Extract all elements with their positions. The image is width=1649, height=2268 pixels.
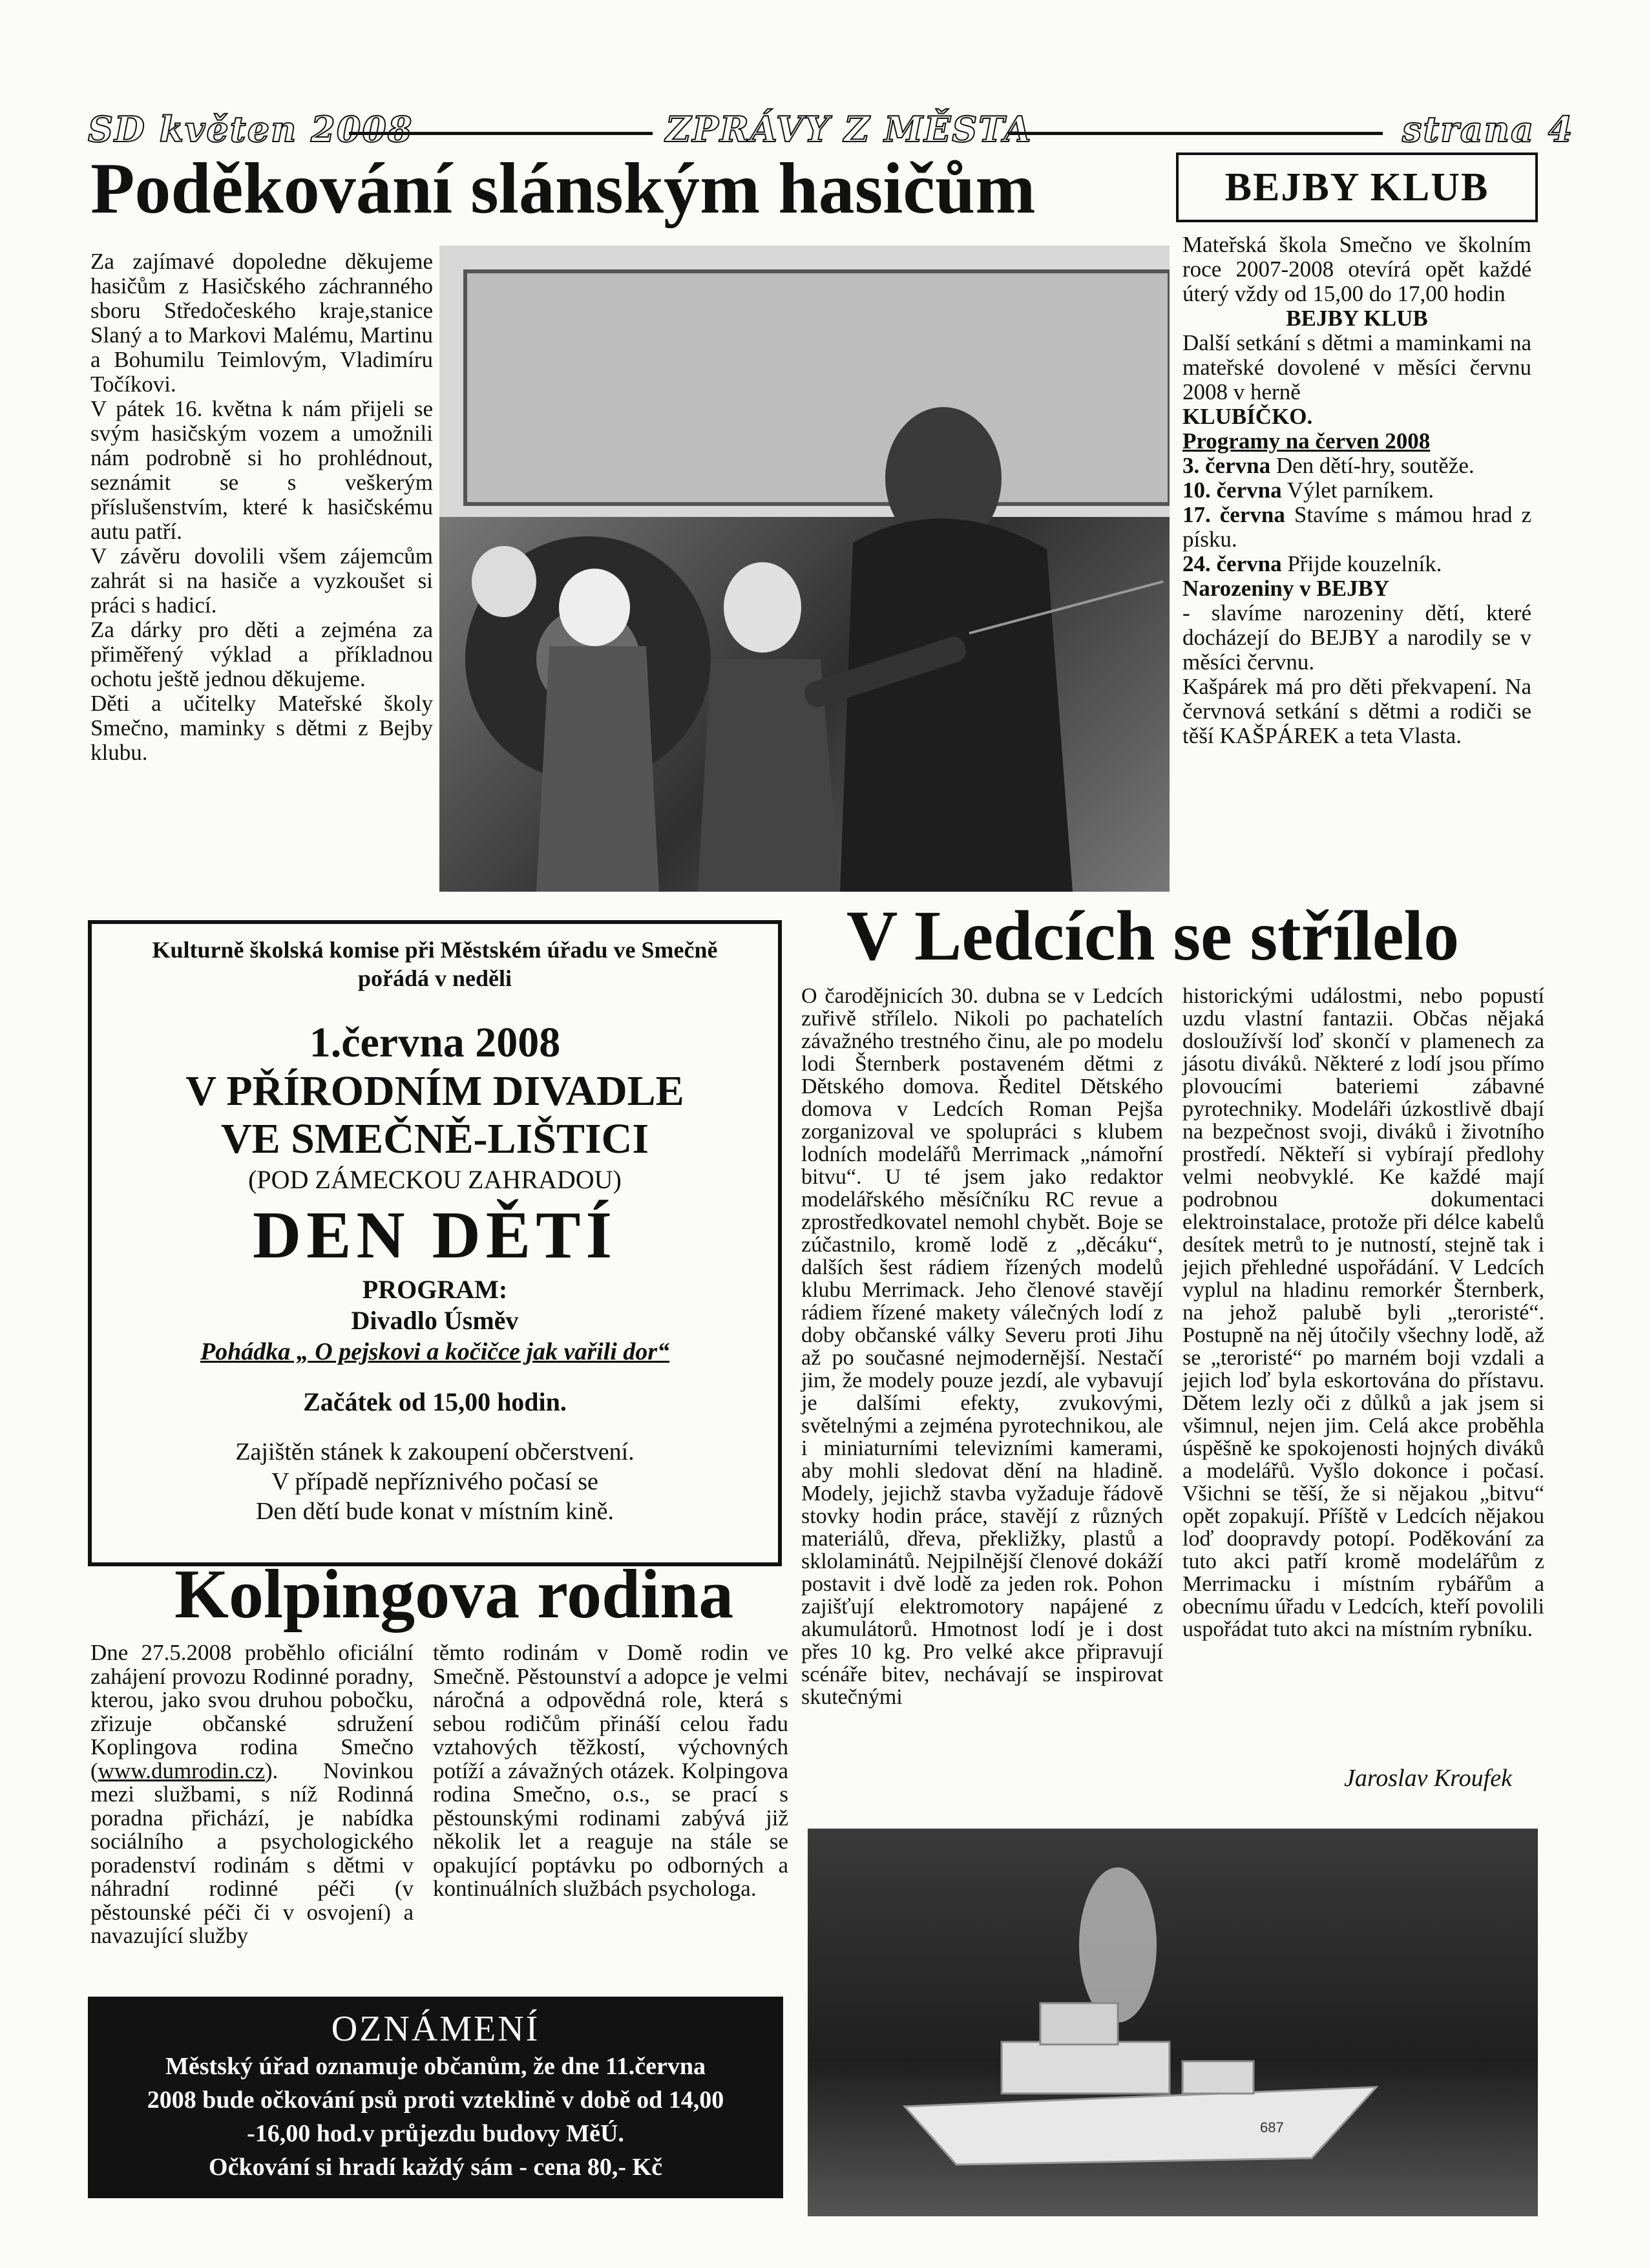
bejby-text: Další setkání s dětmi a maminkami na mateřské dovolené v měsíci červnu 2008 v herně	[1182, 330, 1531, 404]
den-deti-note: Zajištěn stánek k zakoupení občerstvení.	[235, 1438, 635, 1465]
den-deti-sunday: pořádá v neděli	[357, 965, 512, 991]
kolping-title: Kolpingova rodina	[174, 1556, 734, 1633]
bejby-body	[1182, 233, 1531, 748]
bejby-program-item	[1182, 454, 1531, 478]
program-date: 24. června	[1182, 551, 1282, 576]
oznameni-line: 2008 bude očkování psů proti vzteklině v době od 14,00	[147, 2086, 724, 2114]
ledce-title: V Ledcích se střílelo	[846, 896, 1460, 975]
den-deti-play: Pohádka „ O pejskovi a kočičce jak vařili dor“	[200, 1338, 670, 1365]
bejby-program-heading: Programy na červen 2008	[1182, 428, 1431, 454]
ledce-column-2	[1182, 985, 1544, 1641]
ledce-column-1	[801, 985, 1163, 1708]
ledce-text: O čarodějnicích 30. dubna se v Ledcích zuřivě střílelo. Nikoli po pachatelích závažného trestného činu, ale po modelu lodi Šternberk postaveném dětmi z Dětského domova. Ředitel Dětského domova v Ledcích Roman Pejša zorganizoval ve spolupráci s klubem lodních modelářů Merrimack „námořní bitvu“. U té jsem jako redaktor modelářského měsíčníku RC revue a zprostředkovatel nemohl chybět. Boje se zúčastnilo, kromě lodě z „děcáku“, dalších šest rádiem řízených modelů klubu Merrimack. Jeho členové stavějí rádiem řízené makety válečných lodí z doby občanské války Severu proti Jihu až po současné nejmodernější. Nestačí jim, že modely pouze jezdí, ale vybavují je dalšími efekty, zvukovými, světelnými a zejména pyrotechnikou, ale i miniaturními televizními kamerami, aby mohli sledovat dění na hladině. Modely, jejichž stavba vyžaduje řádově stovky hodin práce, stavějí z různých materiálů, dřeva, překližky, plastů a sklolaminátů. Nejpilnější členové dokáží postavit i dvě lodě za jeden rok. Pohon zajišťují elektromotory napájené z akumulátorů. Hmotnost lodí je i dost přes 10 kg. Pro velké akce připravují scénáře bitev, nechávají se inspirovat skutečnými	[801, 984, 1163, 1709]
program-text: Stavíme s mámou hrad z písku.	[1182, 502, 1531, 552]
page-number: strana 4	[1402, 109, 1574, 150]
program-text: Přijde kouzelník.	[1287, 551, 1442, 576]
program-text: Výlet parníkem.	[1287, 478, 1434, 503]
hasici-paragraph: Za zajímavé dopoledne děkujeme hasičům z Hasičského záchranného sboru Středočeského kraje,stanice Slaný a to Markovi Malému, Martinu a Bohumilu Teimlovým, Vladimíru Točíkovi.	[90, 249, 433, 397]
den-deti-organizer: Kulturně školská komise při Městském úřadu ve Smečně	[152, 937, 718, 963]
bejby-program-item	[1182, 478, 1531, 503]
den-deti-place2: VE SMEČNĚ-LIŠTICI	[221, 1115, 649, 1162]
kolping-link[interactable]: www.dumrodin.cz	[98, 1758, 265, 1783]
oznameni-line: Městský úřad oznamuje občanům, že dne 11.června	[165, 2053, 706, 2080]
kolping-text-part: ). Novinkou mezi službami, s níž Rodinná poradna přichází, je nabídka sociálního a psychologického poradenství rodinám s dětmi v náhradní rodinné péči (v pěstounské péči či v osvojení) a navazující služby	[90, 1758, 414, 1948]
bejby-birthday-heading: Narozeniny v BEJBY	[1182, 576, 1390, 601]
boat-hull-number: 687	[1260, 2119, 1284, 2136]
hasici-body	[90, 249, 433, 765]
hasici-paragraph: V pátek 16. května k nám přijeli se svým hasičským vozem a umožnili nám podrobně si ho prohlédnout, seznámit se s veškerým příslušenstvím, které k hasičskému autu patří.	[90, 396, 433, 544]
den-deti-box	[88, 920, 782, 1566]
bejby-kasparek: Kašpárek má pro děti překvapení. Na červnová setkání s dětmi a rodiči se těší KAŠPÁREK a teta Vlasta.	[1182, 674, 1531, 748]
hasici-paragraph: Za dárky pro děti a zejména za přiměřený výklad a příkladnou ochotu ještě jednou děkujeme.	[90, 617, 433, 691]
den-deti-place1: V PŘÍRODNÍM DIVADLE	[185, 1067, 684, 1115]
bejby-intro: Mateřská škola Smečno ve školním roce 2007-2008 otevírá opět každé úterý vždy od 15,00 do 17,00 hodin	[1182, 232, 1531, 306]
ledce-author: Jaroslav Kroufek	[1344, 1765, 1512, 1792]
oznameni-line: Očkování si hradí každý sám - cena 80,- Kč	[209, 2154, 662, 2181]
bejby-program-item	[1182, 552, 1531, 576]
hasici-paragraph: V závěru dovolili všem zájemcům zahrát si na hasiče a vyzkoušet si práci s hadicí.	[90, 543, 433, 618]
kolping-column-1	[90, 1641, 414, 1948]
ledce-text: historickými událostmi, nebo popustí uzdu vlastní fantazii. Občas nějaká dosloužívší loď skončí v plamenech za jásotu diváků. Některé z lodí jsou přímo plovoucími bateriemi zábavné pyrotechniky. Modeláři úzkostlivě dbají na bezpečnost svoji, diváků i životního prostředí. Někteří si vybírají předlohy velmi neobvyklé. Ke každé mají podrobnou dokumentaci elektroinstalace, protože při délce kabelů desítek metrů to je nutností, stejně tak i jejich přehledné uspořádání. V Ledcích vyplul na hladinu remorkér Šternberk, na jehož palubě byli „teroristé“. Postupně na něj útočily všechny lodě, až se „teroristé“ po marném boji vzdali a jejich loď byla eskortována do přístavu. Dětem lezly oči z důlků a jak jsem si všimnul, nejen jim. Celá akce proběhla úspěšně ke spokojenosti hojných diváků a modelářů. Vyšlo dokonce i počasí. Všichni se těší, že si nějakou „bitvu“ opět zopakují. Příště v Ledcích nějakou loď doopravdy potopí. Poděkování za tuto akci patří kromě modelářům z Merrimacku i místním rybářům a obecnímu úřadu v Ledcích, kteří povolili uspořádat tuto akci na místním rybníku.	[1182, 984, 1544, 1641]
boat-photo	[808, 1829, 1538, 2216]
header-rule	[349, 132, 653, 135]
oznameni-box	[88, 1997, 783, 2198]
boat-photo-illustration	[808, 1829, 1538, 2216]
program-text: Den dětí-hry, soutěže.	[1276, 453, 1475, 478]
hasici-title: Poděkování slánským hasičům	[90, 149, 1036, 229]
issue-label: SD květen 2008	[88, 109, 414, 150]
den-deti-note: V případě nepříznivého počasí se	[271, 1468, 598, 1495]
program-date: 17. června	[1182, 502, 1285, 527]
kolping-text	[90, 1641, 414, 1948]
section-label: ZPRÁVY Z MĚSTA	[666, 109, 1033, 150]
den-deti-theatre: Divadlo Úsměv	[351, 1306, 519, 1335]
oznameni-title: OZNÁMENÍ	[331, 2009, 540, 2049]
kolping-text-part: Dne 27.5.2008 proběhlo oficiální zahájení provozu Rodinné poradny, kterou, jako svou druhou pobočku, zřizuje občanské sdružení Koplingova rodina Smečno (	[90, 1640, 414, 1783]
bejby-birthday-text: - slavíme narozeniny dětí, které docházejí do BEJBY a narodily se v měsíci červnu.	[1182, 600, 1531, 675]
den-deti-program-label: PROGRAM:	[362, 1275, 508, 1304]
program-date: 3. června	[1182, 453, 1271, 478]
kolping-column-2	[433, 1641, 788, 1901]
program-date: 10. června	[1182, 478, 1282, 503]
firefighters-photo	[439, 246, 1170, 892]
den-deti-note: Den dětí bude konat v místním kině.	[255, 1498, 614, 1525]
bejby-klubicko: KLUBÍČKO.	[1182, 404, 1313, 429]
hasici-paragraph: Děti a učitelky Mateřské školy Smečno, maminky s dětmi z Bejby klubu.	[90, 691, 433, 765]
kolping-text: těmto rodinám v Domě rodin ve Smečně. Pěstounství a adopce je velmi náročná a odpovědná role, která s sebou rodičům přináší celou řadu vztahových těžkostí, výchovných potíží a závažných otázek. Kolpingova rodina Smečno, o.s., se prací s pěstounskými rodinami zabývá již několik let a reaguje na stále se opakující poptávku po odborných a kontinuálních službách psychologa.	[433, 1640, 788, 1901]
bejby-name: BEJBY KLUB	[1286, 306, 1428, 331]
den-deti-start: Začátek od 15,00 hodin.	[303, 1387, 567, 1416]
header-rule	[1008, 132, 1383, 135]
bejby-title: BEJBY KLUB	[1224, 165, 1489, 209]
den-deti-date: 1.června 2008	[309, 1019, 561, 1066]
den-deti-event: DEN DĚTÍ	[253, 1198, 617, 1272]
bejby-program-item	[1182, 503, 1531, 552]
oznameni-line: -16,00 hod.v průjezdu budovy MěÚ.	[247, 2120, 624, 2147]
firefighters-photo-illustration	[439, 246, 1170, 892]
bejby-title-box	[1176, 152, 1538, 222]
den-deti-place3: (POD ZÁMECKOU ZAHRADOU)	[248, 1165, 622, 1194]
